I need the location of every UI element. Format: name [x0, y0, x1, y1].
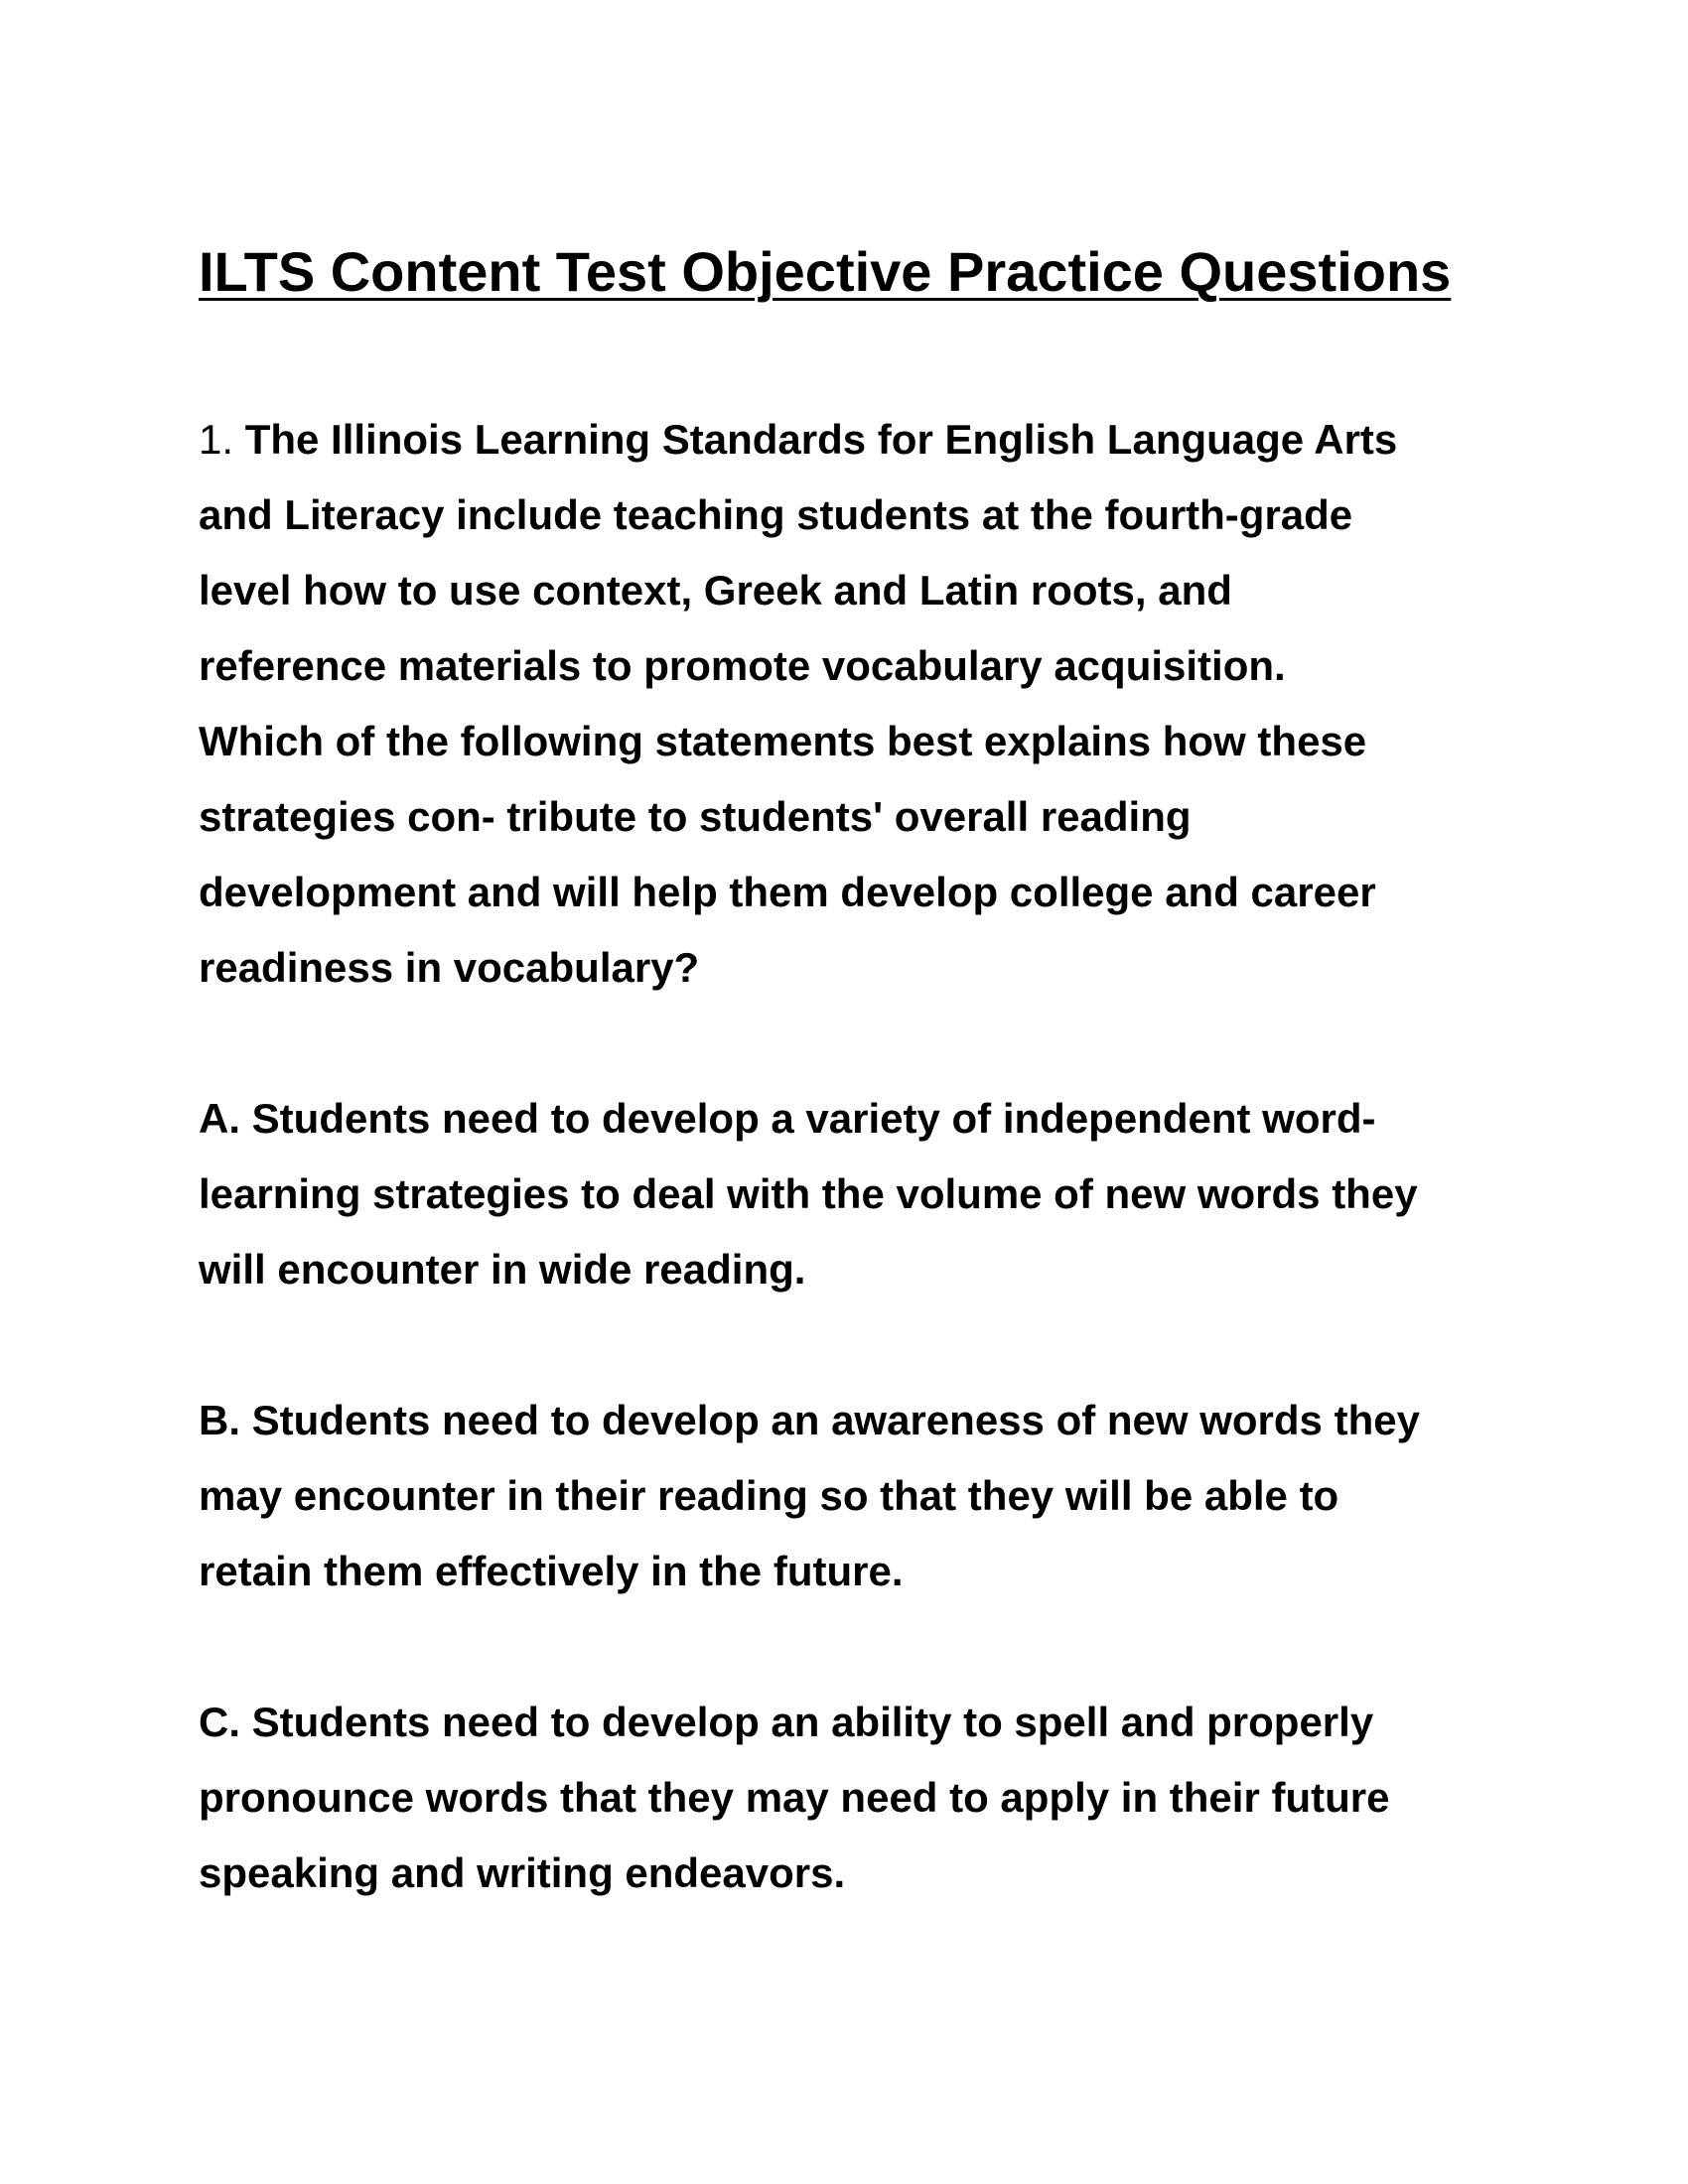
option-line: C. Students need to develop an ability to spell and properly [199, 1699, 1374, 1745]
question-line [199, 402, 1489, 478]
option-line: learning strategies to deal with the volume of new words they [199, 1170, 1418, 1217]
option-line: will encounter in wide reading. [199, 1246, 806, 1293]
answer-option-b [199, 1383, 1489, 1609]
question-text: The Illinois Learning Standards for English Language Arts [244, 416, 1398, 463]
question-line: readiness in vocabulary? [199, 944, 700, 991]
answer-option-a [199, 1081, 1489, 1307]
option-line: retain them effectively in the future. [199, 1548, 904, 1594]
document-content [199, 234, 1489, 1986]
question-line: reference materials to promote vocabulary acquisition. [199, 642, 1286, 689]
question-line: level how to use context, Greek and Latin roots, and [199, 567, 1232, 614]
answer-options [199, 1081, 1489, 1911]
question-line: strategies con- tribute to students' overall reading [199, 793, 1192, 840]
question-line: development and will help them develop college and career [199, 869, 1376, 915]
question-line: and Literacy include teaching students at the fourth-grade [199, 491, 1353, 538]
question-number: 1. [199, 416, 234, 463]
option-line: speaking and writing endeavors. [199, 1849, 846, 1896]
question-1 [199, 402, 1489, 1006]
document-title: ILTS Content Test Objective Practice Questions [199, 240, 1452, 303]
question-line: Which of the following statements best explains how these [199, 718, 1367, 764]
option-line: may encounter in their reading so that they will be able to [199, 1472, 1339, 1519]
option-line: A. Students need to develop a variety of independent word- [199, 1095, 1376, 1142]
answer-option-c [199, 1685, 1489, 1911]
option-line: B. Students need to develop an awareness of new words they [199, 1397, 1420, 1443]
option-line: pronounce words that they may need to apply in their future [199, 1774, 1390, 1821]
